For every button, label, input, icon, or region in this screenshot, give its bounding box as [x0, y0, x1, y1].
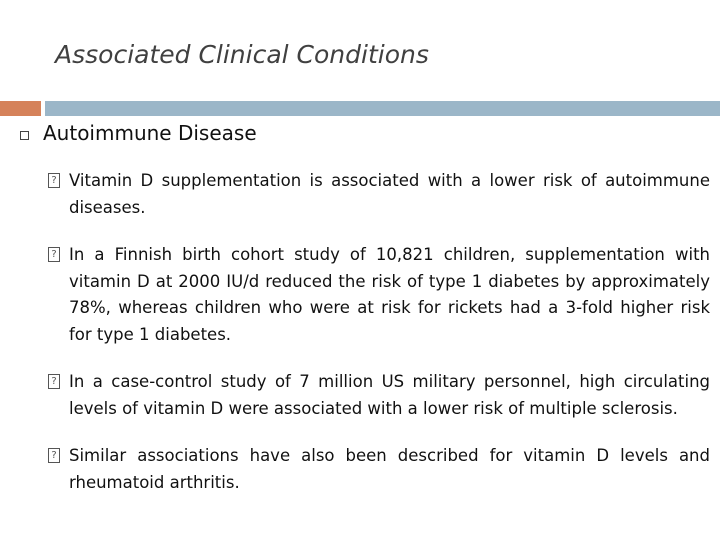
bullet-text: In a Finnish birth cohort study of 10,821 children, supplementation with vitamin D at 2000 IU/d reduced the risk of type 1 diabetes by approximately 78%, whereas children who were at risk for rickets had a 3-fold higher risk for type 1 diabetes.	[69, 245, 710, 344]
hollow-square-icon	[20, 131, 29, 140]
bullet-text: In a case-control study of 7 million US military personnel, high circulating levels of vitamin D were associated with a lower risk of multiple sclerosis.	[69, 372, 710, 418]
list-item	[48, 443, 710, 496]
slide-title: Associated Clinical Conditions	[55, 40, 429, 69]
missing-glyph-icon: ?	[48, 374, 60, 389]
list-item	[48, 168, 710, 221]
list-item	[48, 242, 710, 348]
accent-bar-left	[0, 101, 41, 116]
missing-glyph-icon: ?	[48, 448, 60, 463]
accent-bar-top	[45, 101, 720, 116]
section-heading: Autoimmune Disease	[43, 121, 257, 145]
bullet-text: Vitamin D supplementation is associated with a lower risk of autoimmune diseases.	[69, 171, 710, 217]
missing-glyph-icon: ?	[48, 247, 60, 262]
list-item	[48, 369, 710, 422]
bullet-list	[48, 168, 710, 517]
missing-glyph-icon: ?	[48, 173, 60, 188]
bullet-text: Similar associations have also been described for vitamin D levels and rheumatoid arthritis.	[69, 446, 710, 492]
heading-bullet-row	[0, 118, 720, 148]
